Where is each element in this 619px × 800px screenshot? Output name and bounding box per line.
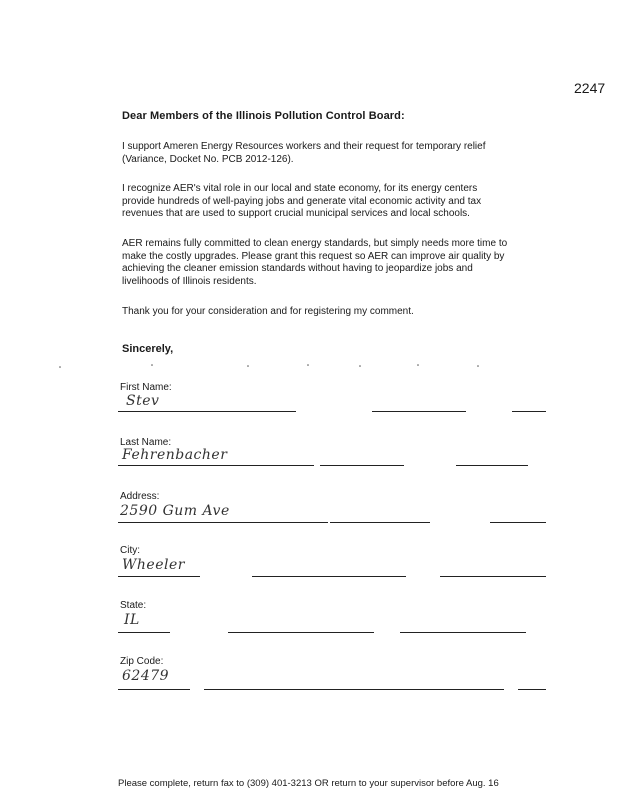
paragraph-commitment [122, 238, 562, 288]
state-line-extra [400, 632, 526, 633]
zip-code-line-extra [518, 689, 546, 690]
paragraph-line: (Variance, Docket No. PCB 2012-126). [122, 153, 294, 165]
paragraph-line: AER remains fully committed to clean energy standards, but simply needs more time to [122, 238, 508, 249]
last-name-value[interactable]: Fehrenbacher [122, 447, 228, 463]
state-value[interactable]: IL [124, 612, 140, 628]
state-line-extra [228, 632, 374, 633]
zip-code-line-extra [204, 689, 504, 690]
address-value[interactable]: 2590 Gum Ave [120, 503, 230, 519]
paragraph-line: make the costly upgrades. Please grant this request so AER can improve air quality by [122, 250, 505, 262]
salutation: Dear Members of the Illinois Pollution Control Board: [122, 110, 405, 122]
paragraph-line: provide hundreds of well-paying jobs and generate vital economic activity and tax [122, 195, 482, 207]
city-label: City: [120, 545, 140, 556]
first-name-line-extra [512, 411, 546, 412]
last-name-line-extra [456, 465, 528, 466]
footer-instructions: Please complete, return fax to (309) 401-3213 OR return to your supervisor before Aug. 16 [118, 778, 499, 789]
paragraph-line: I support Ameren Energy Resources workers and their request for temporary relief [122, 141, 486, 152]
city-line-extra [252, 576, 406, 577]
paragraph-thanks [122, 306, 562, 319]
address-label: Address: [120, 491, 160, 502]
paragraph-line: livelihoods of Illinois residents. [122, 275, 257, 287]
first-name-value[interactable]: Stev [126, 393, 160, 409]
address-line-extra [490, 522, 546, 523]
last-name-line-extra [320, 465, 404, 466]
scan-noise-divider [58, 362, 518, 370]
zip-code-value[interactable]: 62479 [122, 668, 170, 684]
state-label: State: [120, 600, 147, 611]
paragraph-line: I recognize AER's vital role in our local and state economy, for its energy centers [122, 183, 478, 194]
last-name-line [118, 465, 314, 466]
paragraph-recognize [122, 183, 562, 221]
address-line-extra [330, 522, 430, 523]
first-name-line-extra [372, 411, 466, 412]
city-line-extra [440, 576, 546, 577]
zip-code-line [118, 689, 190, 690]
state-line [118, 632, 170, 633]
paragraph-support [122, 141, 562, 166]
page-number: 2247 [574, 80, 606, 96]
address-line [118, 522, 328, 523]
city-line [118, 576, 200, 577]
first-name-label: First Name: [120, 382, 172, 393]
paragraph-line: achieving the cleaner emission standards without having to jeopardize jobs and [122, 263, 473, 274]
paragraph-line: revenues that are used to support crucial municipal services and local schools. [122, 208, 470, 219]
first-name-line [118, 411, 296, 412]
last-name-label: Last Name: [120, 437, 172, 448]
paragraph-line: Thank you for your consideration and for registering my comment. [122, 306, 414, 317]
signoff: Sincerely, [122, 343, 174, 355]
zip-code-label: Zip Code: [120, 656, 164, 667]
city-value[interactable]: Wheeler [122, 557, 185, 573]
